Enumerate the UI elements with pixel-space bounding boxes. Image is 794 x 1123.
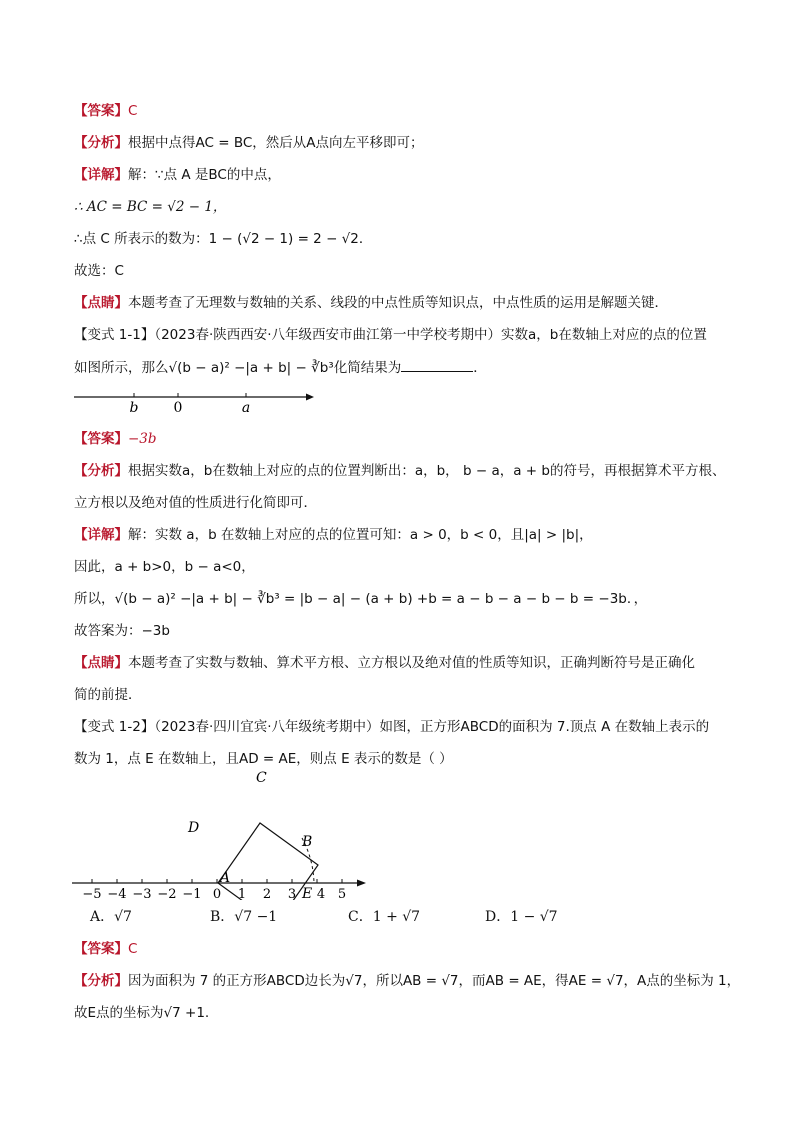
axis-tick-label: −3 bbox=[132, 887, 152, 900]
axis-tick-label: 1 bbox=[237, 887, 247, 900]
analysis-text: 因为面积为 7 的正方形ABCD边长为√7，所以AB = √7，而AB = AE，得AE = √7，A点的坐标为 1， bbox=[128, 973, 741, 989]
detail-tag: 【详解】 bbox=[74, 167, 128, 183]
detail-line-v1-3 bbox=[74, 589, 724, 609]
answer-tag: 【答案】 bbox=[74, 103, 128, 119]
axis-tick-label: −2 bbox=[157, 887, 177, 900]
answer-tag: 【答案】 bbox=[74, 941, 128, 957]
variant-question-line-2 bbox=[74, 357, 724, 378]
variant-title-2 bbox=[74, 717, 724, 737]
variant-title-text: 【变式 1-2】（2023春·四川宜宾·八年级统考期中）如图，正方形ABCD的面积为 7.顶点 A 在数轴上表示的 bbox=[74, 719, 710, 735]
axis-tick-label: 3 bbox=[287, 887, 297, 900]
answer-value: −3b bbox=[128, 431, 157, 447]
analysis-tag: 【分析】 bbox=[74, 973, 128, 989]
result-line bbox=[74, 621, 724, 641]
axis-tick-label: −1 bbox=[182, 887, 202, 900]
axis-tick-label: 5 bbox=[337, 887, 347, 900]
answer-tag: 【答案】 bbox=[74, 431, 128, 447]
detail-math: ∴ AC = BC = √2 − 1， bbox=[74, 199, 227, 215]
variant-title-1 bbox=[74, 325, 724, 345]
vertex-a: A bbox=[220, 870, 231, 886]
answer-line-3 bbox=[74, 939, 724, 959]
answer-blank bbox=[401, 357, 473, 372]
square-numberline-figure bbox=[70, 770, 380, 900]
axis-tick-label: −5 bbox=[82, 887, 102, 900]
label-0: 0 bbox=[173, 400, 183, 416]
detail-line-3 bbox=[74, 229, 724, 249]
answer-value: C bbox=[128, 941, 138, 957]
detail-text: 解：∵点 A 是BC的中点， bbox=[128, 167, 281, 183]
option-c[interactable]: C．1 + √7 bbox=[348, 909, 421, 925]
axis-arrow-icon bbox=[357, 880, 366, 887]
answer-line-2 bbox=[74, 429, 724, 449]
detail-text: 因此，a + b>0，b − a<0， bbox=[74, 559, 255, 575]
analysis-tag: 【分析】 bbox=[74, 135, 128, 151]
axis-arrow-icon bbox=[306, 394, 314, 401]
detail-line-v1-2 bbox=[74, 557, 724, 577]
choices bbox=[90, 906, 650, 926]
detail-tag: 【详解】 bbox=[74, 527, 128, 543]
option-b[interactable]: B．√7 −1 bbox=[210, 909, 278, 925]
review-tag: 【点睛】 bbox=[74, 295, 128, 311]
review-line-2b bbox=[74, 685, 724, 705]
review-line-1 bbox=[74, 293, 724, 313]
review-text: 本题考查了无理数与数轴的关系、线段的中点性质等知识点，中点性质的运用是解题关键． bbox=[128, 295, 668, 311]
detail-math: 所以，√(b − a)² −|a + b| − ∛b³ = |b − a| − (a + b) +b = a − b − a − b − b = −3b．， bbox=[74, 591, 648, 607]
variant-question-line-3 bbox=[74, 749, 724, 769]
axis-tick-label: 4 bbox=[316, 887, 326, 900]
review-text-cont: 简的前提． bbox=[74, 687, 142, 703]
detail-line-1 bbox=[74, 165, 724, 185]
choice-line bbox=[74, 261, 724, 281]
answer-line-1 bbox=[74, 101, 724, 121]
analysis-text-cont: 立方根以及绝对值的性质进行化简即可． bbox=[74, 495, 317, 511]
analysis-line-3b bbox=[74, 1003, 724, 1023]
review-text: 本题考查了实数与数轴、算术平方根、立方根以及绝对值的性质等知识，正确判断符号是正确化 bbox=[128, 655, 695, 671]
analysis-text: 根据实数a，b在数轴上对应的点的位置判断出：a，b， b − a，a + b的符号，再根据算术平方根、 bbox=[128, 463, 726, 479]
review-tag: 【点睛】 bbox=[74, 655, 128, 671]
analysis-line-1 bbox=[74, 133, 724, 153]
choice-text: 故选：C bbox=[74, 263, 124, 279]
detail-text: 解：实数 a，b 在数轴上对应的点的位置可知：a > 0，b < 0，且|a| > |b|， bbox=[128, 527, 593, 543]
axis-tick-label: 0 bbox=[212, 887, 222, 900]
analysis-tag: 【分析】 bbox=[74, 463, 128, 479]
detail-line-v1-1 bbox=[74, 525, 724, 545]
question-text: 数为 1，点 E 在数轴上，且AD = AE，则点 E 表示的数是（ ） bbox=[74, 751, 453, 767]
result-text: 故答案为：−3b bbox=[74, 623, 170, 639]
analysis-line-2 bbox=[74, 461, 724, 481]
detail-math: ∴点 C 所表示的数为：1 − (√2 − 1) = 2 − √2． bbox=[74, 231, 373, 247]
axis-tick-label: −4 bbox=[107, 887, 127, 900]
number-line-figure bbox=[70, 385, 320, 417]
option-a[interactable]: A．√7 bbox=[90, 909, 132, 925]
label-b: b bbox=[129, 400, 139, 416]
vertex-d: D bbox=[188, 820, 200, 836]
analysis-text-cont: 故E点的坐标为√7 +1. bbox=[74, 1005, 210, 1021]
option-d[interactable]: D．1 − √7 bbox=[485, 909, 558, 925]
vertex-e: E bbox=[302, 886, 313, 900]
analysis-line-2b bbox=[74, 493, 724, 513]
question-text: 如图所示，那么√(b − a)² −|a + b| − ∛b³化简结果为 bbox=[74, 360, 402, 376]
vertex-c: C bbox=[256, 770, 267, 786]
answer-value: C bbox=[128, 103, 138, 119]
analysis-line-3 bbox=[74, 971, 741, 991]
review-line-2 bbox=[74, 653, 724, 673]
variant-title-text: 【变式 1-1】（2023春·陕西西安·八年级西安市曲江第一中学校考期中）实数a，b在数轴上对应的点的位置 bbox=[74, 327, 707, 343]
vertex-b: B bbox=[302, 834, 313, 850]
label-a: a bbox=[241, 400, 251, 416]
question-end: ． bbox=[473, 360, 487, 376]
analysis-text: 根据中点得AC = BC，然后从A点向左平移即可； bbox=[128, 135, 424, 151]
axis-tick-label: 2 bbox=[262, 887, 272, 900]
detail-line-2 bbox=[74, 197, 724, 217]
